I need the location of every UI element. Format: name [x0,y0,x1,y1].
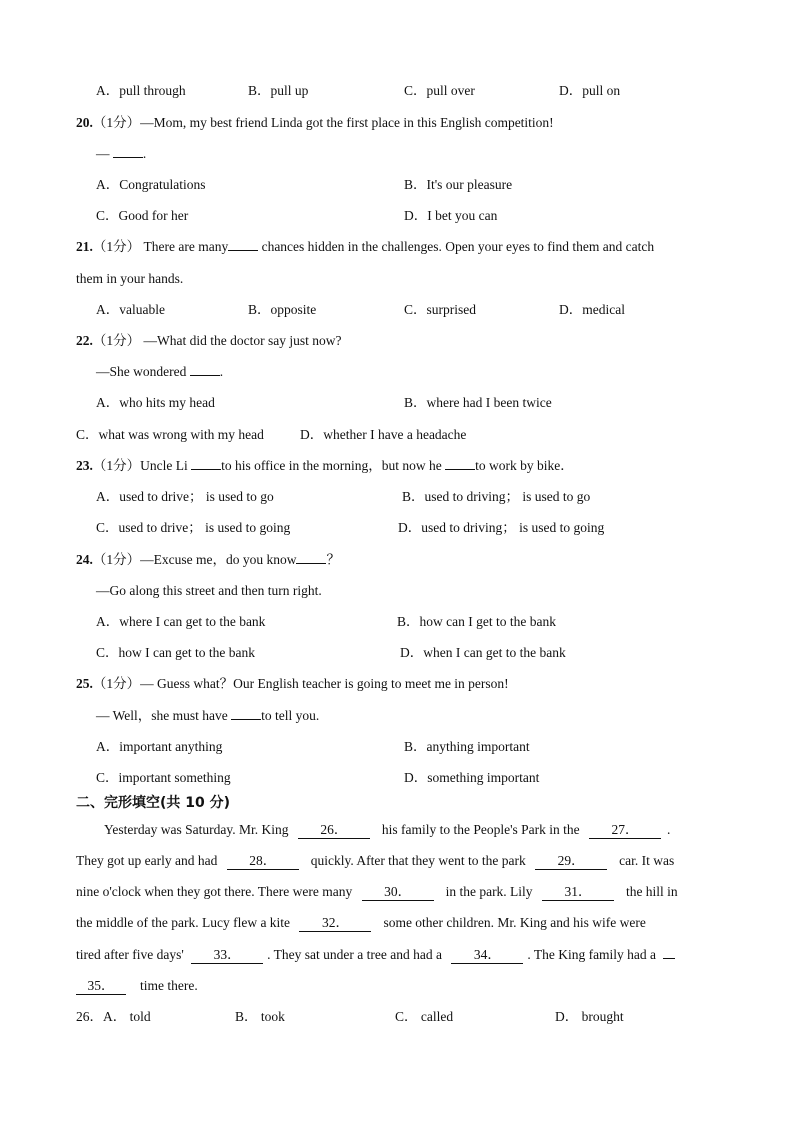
blank-31[interactable]: 31． [542,884,614,901]
q25-score: （1分） [92,676,141,691]
section-title: 二、完形填空(共 10 分) [76,795,231,811]
q20-reply-end: . [142,146,147,161]
q20-number: 20. [76,115,93,130]
q21-number: 21. [76,239,93,254]
passage-text: nine o'clock when they got there. There were many [76,884,353,899]
q24-option-b[interactable]: B．how can I get to the bank [397,614,556,629]
q20-reply: — [96,146,110,161]
q21-blank[interactable] [228,250,258,251]
q24-stem-b: ？ [326,552,340,567]
passage-text: Yesterday was Saturday. Mr. King [104,822,289,837]
q22-number: 22. [76,333,93,348]
q22-option-a[interactable]: A．who hits my head [96,395,215,410]
q24-reply: —Go along this street and then turn right. [96,583,322,598]
passage-line-5 [76,946,675,964]
q25-blank[interactable] [231,719,261,720]
q21-option-d[interactable]: D．medical [559,302,625,317]
q25-number: 25. [76,676,93,691]
q23-blank-1[interactable] [191,469,221,470]
q25-option-c[interactable]: C．important something [96,770,231,785]
q25-reply-line [96,707,319,725]
q25-option-a[interactable]: A．important anything [96,739,223,754]
q21-option-b[interactable]: B．opposite [248,302,317,317]
q26-option-c[interactable]: C． called [395,1009,454,1024]
passage-text: . [667,822,671,837]
q26-option-b[interactable]: B． took [235,1009,285,1024]
q22-option-b[interactable]: B．where had I been twice [404,395,552,410]
q23-stem-c: to work by bike． [475,458,574,473]
q23-number: 23. [76,458,93,473]
q19-option-c[interactable]: C．pull over [404,83,475,98]
q21-option-a[interactable]: A．valuable [96,302,165,317]
blank-35-start[interactable] [663,958,675,959]
q19-option-d[interactable]: D．pull on [559,83,621,98]
passage-line-1 [104,821,670,839]
blank-35[interactable]: 35． [76,978,126,995]
q21-option-c[interactable]: C．surprised [404,302,476,317]
q23-option-b[interactable]: B．used to driving； is used to go [402,489,591,504]
q25-option-d[interactable]: D．something important [404,770,540,785]
q21-stem-line-2 [76,270,183,288]
q22-option-c[interactable]: C．what was wrong with my head [76,427,264,442]
passage-line-2 [76,852,674,870]
q24-stem-line [76,551,340,569]
passage-text: . They sat under a tree and had a [267,947,442,962]
passage-text: the middle of the park. Lucy flew a kite [76,915,291,930]
q21-stem-line [76,238,654,256]
q22-reply-end: . [219,364,224,379]
q23-blank-2[interactable] [445,469,475,470]
q26-option-a[interactable]: 26．A． told [76,1009,151,1024]
q22-blank[interactable] [190,375,220,376]
q23-stem-a: Uncle Li [140,458,188,473]
passage-text: his family to the People's Park in the [381,822,580,837]
passage-text: time there. [140,978,198,993]
q23-option-a[interactable]: A．used to drive； is used to go [96,489,274,504]
q20-score: （1分） [92,115,141,130]
q24-reply-line [96,582,322,600]
passage-text: . The King family had a [527,947,657,962]
q22-stem: —What did the doctor say just now? [140,333,342,348]
passage-line-4 [76,914,646,932]
q22-option-d[interactable]: D．whether I have a headache [300,427,467,442]
q21-stem-c: them in your hands. [76,271,184,286]
q22-score: （1分） [92,333,141,348]
q20-blank[interactable] [113,157,143,158]
blank-28[interactable]: 28． [227,853,299,870]
q25-reply-a: — Well，she must have [96,708,228,723]
q20-option-a[interactable]: A．Congratulations [96,177,206,192]
q20-option-c[interactable]: C．Good for her [96,208,189,223]
q25-option-b[interactable]: B．anything important [404,739,530,754]
blank-30[interactable]: 30． [362,884,434,901]
blank-32[interactable]: 32． [299,915,371,932]
q21-stem-a: There are many [140,239,229,254]
q24-option-a[interactable]: A．where I can get to the bank [96,614,266,629]
q24-option-c[interactable]: C．how I can get to the bank [96,645,255,660]
blank-26[interactable]: 26． [298,822,370,839]
passage-text: car. It was [619,853,675,868]
q24-number: 24. [76,552,93,567]
q20-option-b[interactable]: B．It's our pleasure [404,177,513,192]
blank-33[interactable]: 33． [191,947,263,964]
q21-stem-b: chances hidden in the challenges. Open your eyes to find them and catch [258,239,655,254]
q24-blank[interactable] [296,563,326,564]
blank-34[interactable]: 34． [451,947,523,964]
q20-option-d[interactable]: D．I bet you can [404,208,498,223]
q19-option-a[interactable]: A．pull through [96,83,186,98]
passage-text: tired after five days' [76,947,184,962]
q23-stem-line [76,457,574,475]
q20-stem: —Mom, my best friend Linda got the first place in this English competition! [140,115,554,130]
passage-text: They got up early and had [76,853,218,868]
q23-option-d[interactable]: D．used to driving； is used to going [398,520,605,535]
q22-reply-line [96,363,223,381]
q21-score: （1分） [92,239,141,254]
q24-score: （1分） [92,552,141,567]
passage-line-3 [76,883,678,901]
passage-line-6 [76,977,198,995]
q22-stem-line [76,332,341,350]
blank-29[interactable]: 29． [535,853,607,870]
q24-stem-a: —Excuse me，do you know [140,552,297,567]
passage-text: in the park. Lily [445,884,533,899]
q22-reply: —She wondered [96,364,187,379]
q19-option-b[interactable]: B．pull up [248,83,309,98]
blank-27[interactable]: 27． [589,822,661,839]
q26-option-d[interactable]: D． brought [555,1009,624,1024]
passage-text: quickly. After that they went to the park [310,853,526,868]
passage-text: some other children. Mr. King and his wife were [383,915,646,930]
q23-score: （1分） [92,458,141,473]
q20-reply-line [96,145,146,163]
q25-stem-line [76,675,509,693]
passage-text: the hill in [625,884,678,899]
q25-stem: — Guess what？Our English teacher is going to meet me in person! [140,676,509,691]
q23-option-c[interactable]: C．used to drive； is used to going [96,520,291,535]
q24-option-d[interactable]: D．when I can get to the bank [400,645,566,660]
q23-stem-b: to his office in the morning，but now he [221,458,442,473]
q20-stem-line [76,114,554,132]
q25-reply-b: to tell you. [261,708,320,723]
